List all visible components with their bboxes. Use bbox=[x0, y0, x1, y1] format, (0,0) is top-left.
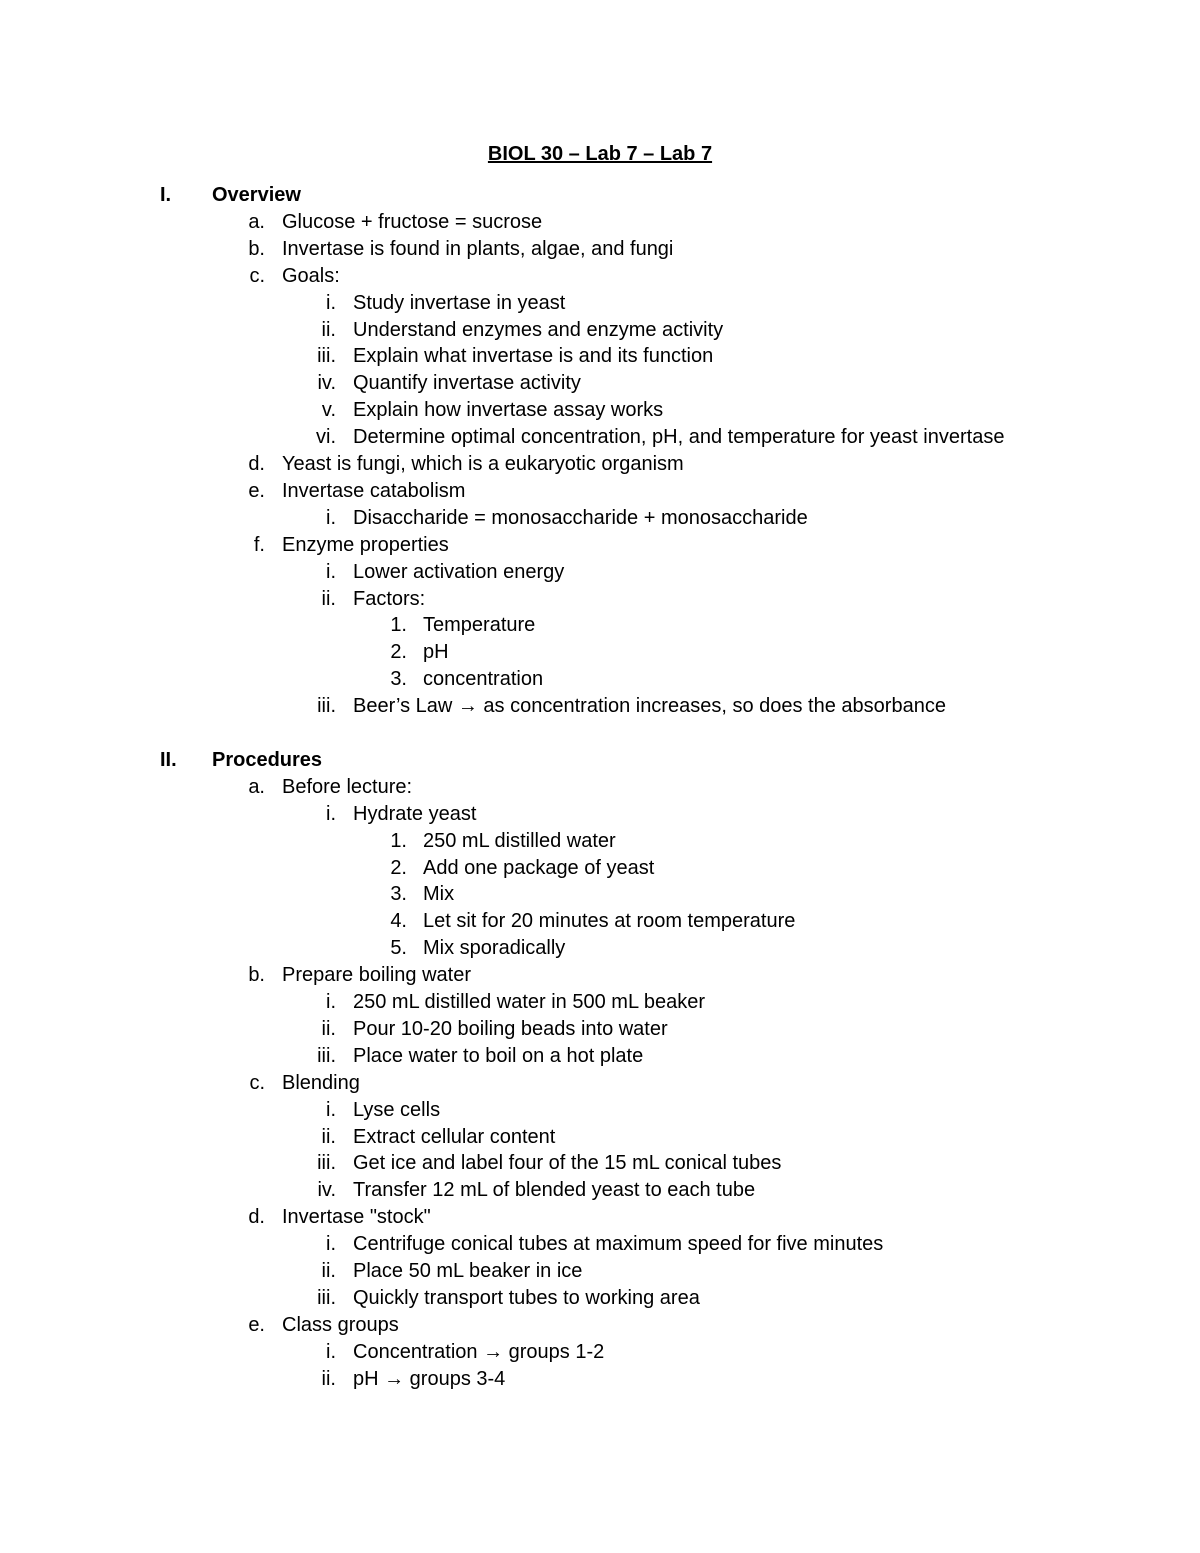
list-item bbox=[0, 1070, 1200, 1097]
list-marker: b. bbox=[248, 964, 265, 987]
list-item-text: Understand enzymes and enzyme activity bbox=[353, 318, 724, 341]
list-item bbox=[0, 1124, 1200, 1151]
list-item bbox=[0, 370, 1200, 397]
list-marker: iii. bbox=[317, 345, 336, 368]
list-marker: vi. bbox=[316, 426, 336, 449]
list-item bbox=[0, 1231, 1200, 1258]
list-item-text: Enzyme properties bbox=[282, 533, 449, 556]
list-item bbox=[0, 236, 1200, 263]
list-item bbox=[0, 1312, 1200, 1339]
list-item-text: Lower activation energy bbox=[353, 560, 565, 583]
list-item bbox=[0, 935, 1200, 962]
list-item bbox=[0, 881, 1200, 908]
list-item-text: Add one package of yeast bbox=[423, 856, 655, 879]
list-item-text: Get ice and label four of the 15 mL conical tubes bbox=[353, 1152, 782, 1175]
list-item-text: Invertase is found in plants, algae, and fungi bbox=[282, 237, 674, 260]
list-item bbox=[0, 424, 1200, 451]
list-item bbox=[0, 828, 1200, 855]
list-item bbox=[0, 612, 1200, 639]
list-item bbox=[0, 855, 1200, 882]
list-item-text: Place 50 mL beaker in ice bbox=[353, 1260, 583, 1282]
list-marker: II. bbox=[160, 748, 177, 771]
list-item bbox=[0, 1097, 1200, 1124]
list-marker: e. bbox=[248, 479, 265, 502]
list-item-text: Determine optimal concentration, pH, and temperature for yeast invertase bbox=[353, 426, 1005, 449]
list-marker: f. bbox=[253, 533, 265, 556]
list-marker: e. bbox=[248, 1313, 265, 1336]
list-marker: i. bbox=[326, 991, 336, 1013]
list-marker: ii. bbox=[321, 587, 336, 610]
list-marker: 4. bbox=[390, 910, 407, 933]
list-marker: i. bbox=[326, 1340, 336, 1363]
list-item bbox=[0, 1366, 1200, 1393]
list-item bbox=[0, 962, 1200, 989]
list-marker: iii. bbox=[317, 1286, 336, 1309]
list-marker: iv. bbox=[317, 1179, 336, 1202]
list-item-text: Place water to boil on a hot plate bbox=[353, 1044, 644, 1067]
list-item-text: Let sit for 20 minutes at room temperature bbox=[423, 910, 796, 933]
document-title: BIOL 30 – Lab 7 – Lab 7 bbox=[487, 143, 713, 165]
section-heading bbox=[0, 182, 1200, 209]
list-marker: i. bbox=[326, 802, 336, 825]
list-item-text: Class groups bbox=[282, 1313, 399, 1336]
list-item bbox=[0, 1016, 1200, 1043]
list-marker: d. bbox=[248, 1206, 265, 1229]
list-item-text: Glucose + fructose = sucrose bbox=[282, 210, 543, 233]
list-item bbox=[0, 908, 1200, 935]
list-item-text: Explain what invertase is and its function bbox=[353, 345, 714, 368]
list-item-text: Explain how invertase assay works bbox=[353, 399, 664, 422]
list-item-text: Mix bbox=[423, 883, 455, 906]
list-marker: 3. bbox=[390, 883, 407, 906]
list-item-text: Study invertase in yeast bbox=[353, 291, 566, 314]
list-item bbox=[0, 639, 1200, 666]
list-marker: i. bbox=[326, 1233, 336, 1256]
list-marker: 1. bbox=[390, 614, 407, 637]
list-item-text: Hydrate yeast bbox=[353, 802, 477, 825]
list-item-text: Transfer 12 mL of blended yeast to each tube bbox=[353, 1179, 756, 1202]
list-item bbox=[0, 1285, 1200, 1312]
list-item-text: Goals: bbox=[282, 264, 340, 287]
list-marker: i. bbox=[326, 291, 336, 314]
list-item bbox=[0, 586, 1200, 613]
list-item bbox=[0, 290, 1200, 317]
list-item bbox=[0, 478, 1200, 505]
list-item-text: Pour 10-20 boiling beads into water bbox=[353, 1017, 668, 1040]
list-marker: i. bbox=[326, 1098, 336, 1121]
list-item-text: Prepare boiling water bbox=[282, 964, 471, 987]
list-item-text: Yeast is fungi, which is a eukaryotic organism bbox=[282, 453, 684, 475]
list-marker: c. bbox=[249, 1071, 265, 1094]
list-marker: a. bbox=[248, 210, 265, 233]
list-marker: 1. bbox=[390, 829, 407, 852]
list-item bbox=[0, 532, 1200, 559]
list-marker: I. bbox=[160, 184, 172, 206]
list-item bbox=[0, 1177, 1200, 1204]
list-item-text: pH → groups 3-4 bbox=[353, 1367, 506, 1390]
section-title: Overview bbox=[212, 184, 301, 206]
list-item bbox=[0, 559, 1200, 586]
list-item bbox=[0, 989, 1200, 1016]
list-marker: iii. bbox=[317, 695, 336, 718]
list-item-text: Lyse cells bbox=[353, 1098, 441, 1121]
list-item-text: Invertase "stock" bbox=[282, 1206, 431, 1229]
list-item-text: Mix sporadically bbox=[423, 937, 566, 960]
list-item-text: Beer’s Law → as concentration increases, so does the absorbance bbox=[353, 695, 946, 718]
list-item bbox=[0, 263, 1200, 290]
list-marker: iv. bbox=[317, 372, 336, 395]
list-item-text: 250 mL distilled water bbox=[423, 829, 616, 852]
list-marker: d. bbox=[248, 453, 265, 475]
list-marker: 3. bbox=[390, 668, 407, 691]
list-item bbox=[0, 693, 1200, 720]
list-marker: ii. bbox=[321, 1125, 336, 1148]
list-marker: ii. bbox=[321, 1017, 336, 1040]
list-item bbox=[0, 801, 1200, 828]
list-item-text: Extract cellular content bbox=[353, 1125, 556, 1148]
list-marker: iii. bbox=[317, 1044, 336, 1067]
list-item bbox=[0, 774, 1200, 801]
section-heading bbox=[0, 747, 1200, 774]
list-item bbox=[0, 397, 1200, 424]
list-item bbox=[0, 451, 1200, 478]
list-marker: iii. bbox=[317, 1152, 336, 1175]
list-marker: b. bbox=[248, 237, 265, 260]
list-item bbox=[0, 343, 1200, 370]
list-item-text: Before lecture: bbox=[282, 775, 413, 798]
list-item bbox=[0, 1339, 1200, 1366]
list-item bbox=[0, 209, 1200, 236]
list-item-text: pH bbox=[423, 641, 449, 664]
list-marker: 2. bbox=[390, 856, 407, 879]
list-item-text: Blending bbox=[282, 1071, 360, 1094]
section-title: Procedures bbox=[212, 748, 323, 771]
list-item-text: Quantify invertase activity bbox=[353, 372, 581, 395]
list-item-text: Temperature bbox=[423, 614, 536, 637]
list-marker: i. bbox=[326, 560, 336, 583]
list-item bbox=[0, 317, 1200, 344]
list-item-text: Factors: bbox=[353, 587, 426, 610]
list-marker: ii. bbox=[321, 1367, 336, 1390]
list-item bbox=[0, 1043, 1200, 1070]
list-item bbox=[0, 1150, 1200, 1177]
list-item-text: Invertase catabolism bbox=[282, 479, 466, 502]
list-item-text: Disaccharide = monosaccharide + monosaccharide bbox=[353, 506, 808, 529]
list-item-text: 250 mL distilled water in 500 mL beaker bbox=[353, 991, 706, 1013]
list-marker: v. bbox=[321, 399, 336, 422]
list-item bbox=[0, 1258, 1200, 1285]
list-marker: ii. bbox=[321, 318, 336, 341]
list-item-text: Concentration → groups 1-2 bbox=[353, 1340, 605, 1363]
list-marker: c. bbox=[249, 264, 265, 287]
list-item-text: concentration bbox=[423, 668, 544, 691]
list-marker: ii. bbox=[321, 1260, 336, 1282]
list-marker: 5. bbox=[390, 937, 407, 960]
list-marker: i. bbox=[326, 506, 336, 529]
list-marker: a. bbox=[248, 775, 265, 798]
list-item-text: Quickly transport tubes to working area bbox=[353, 1286, 700, 1309]
list-item bbox=[0, 505, 1200, 532]
list-item bbox=[0, 666, 1200, 693]
list-item bbox=[0, 1204, 1200, 1231]
list-item-text: Centrifuge conical tubes at maximum speed for five minutes bbox=[353, 1233, 884, 1256]
list-marker: 2. bbox=[390, 641, 407, 664]
